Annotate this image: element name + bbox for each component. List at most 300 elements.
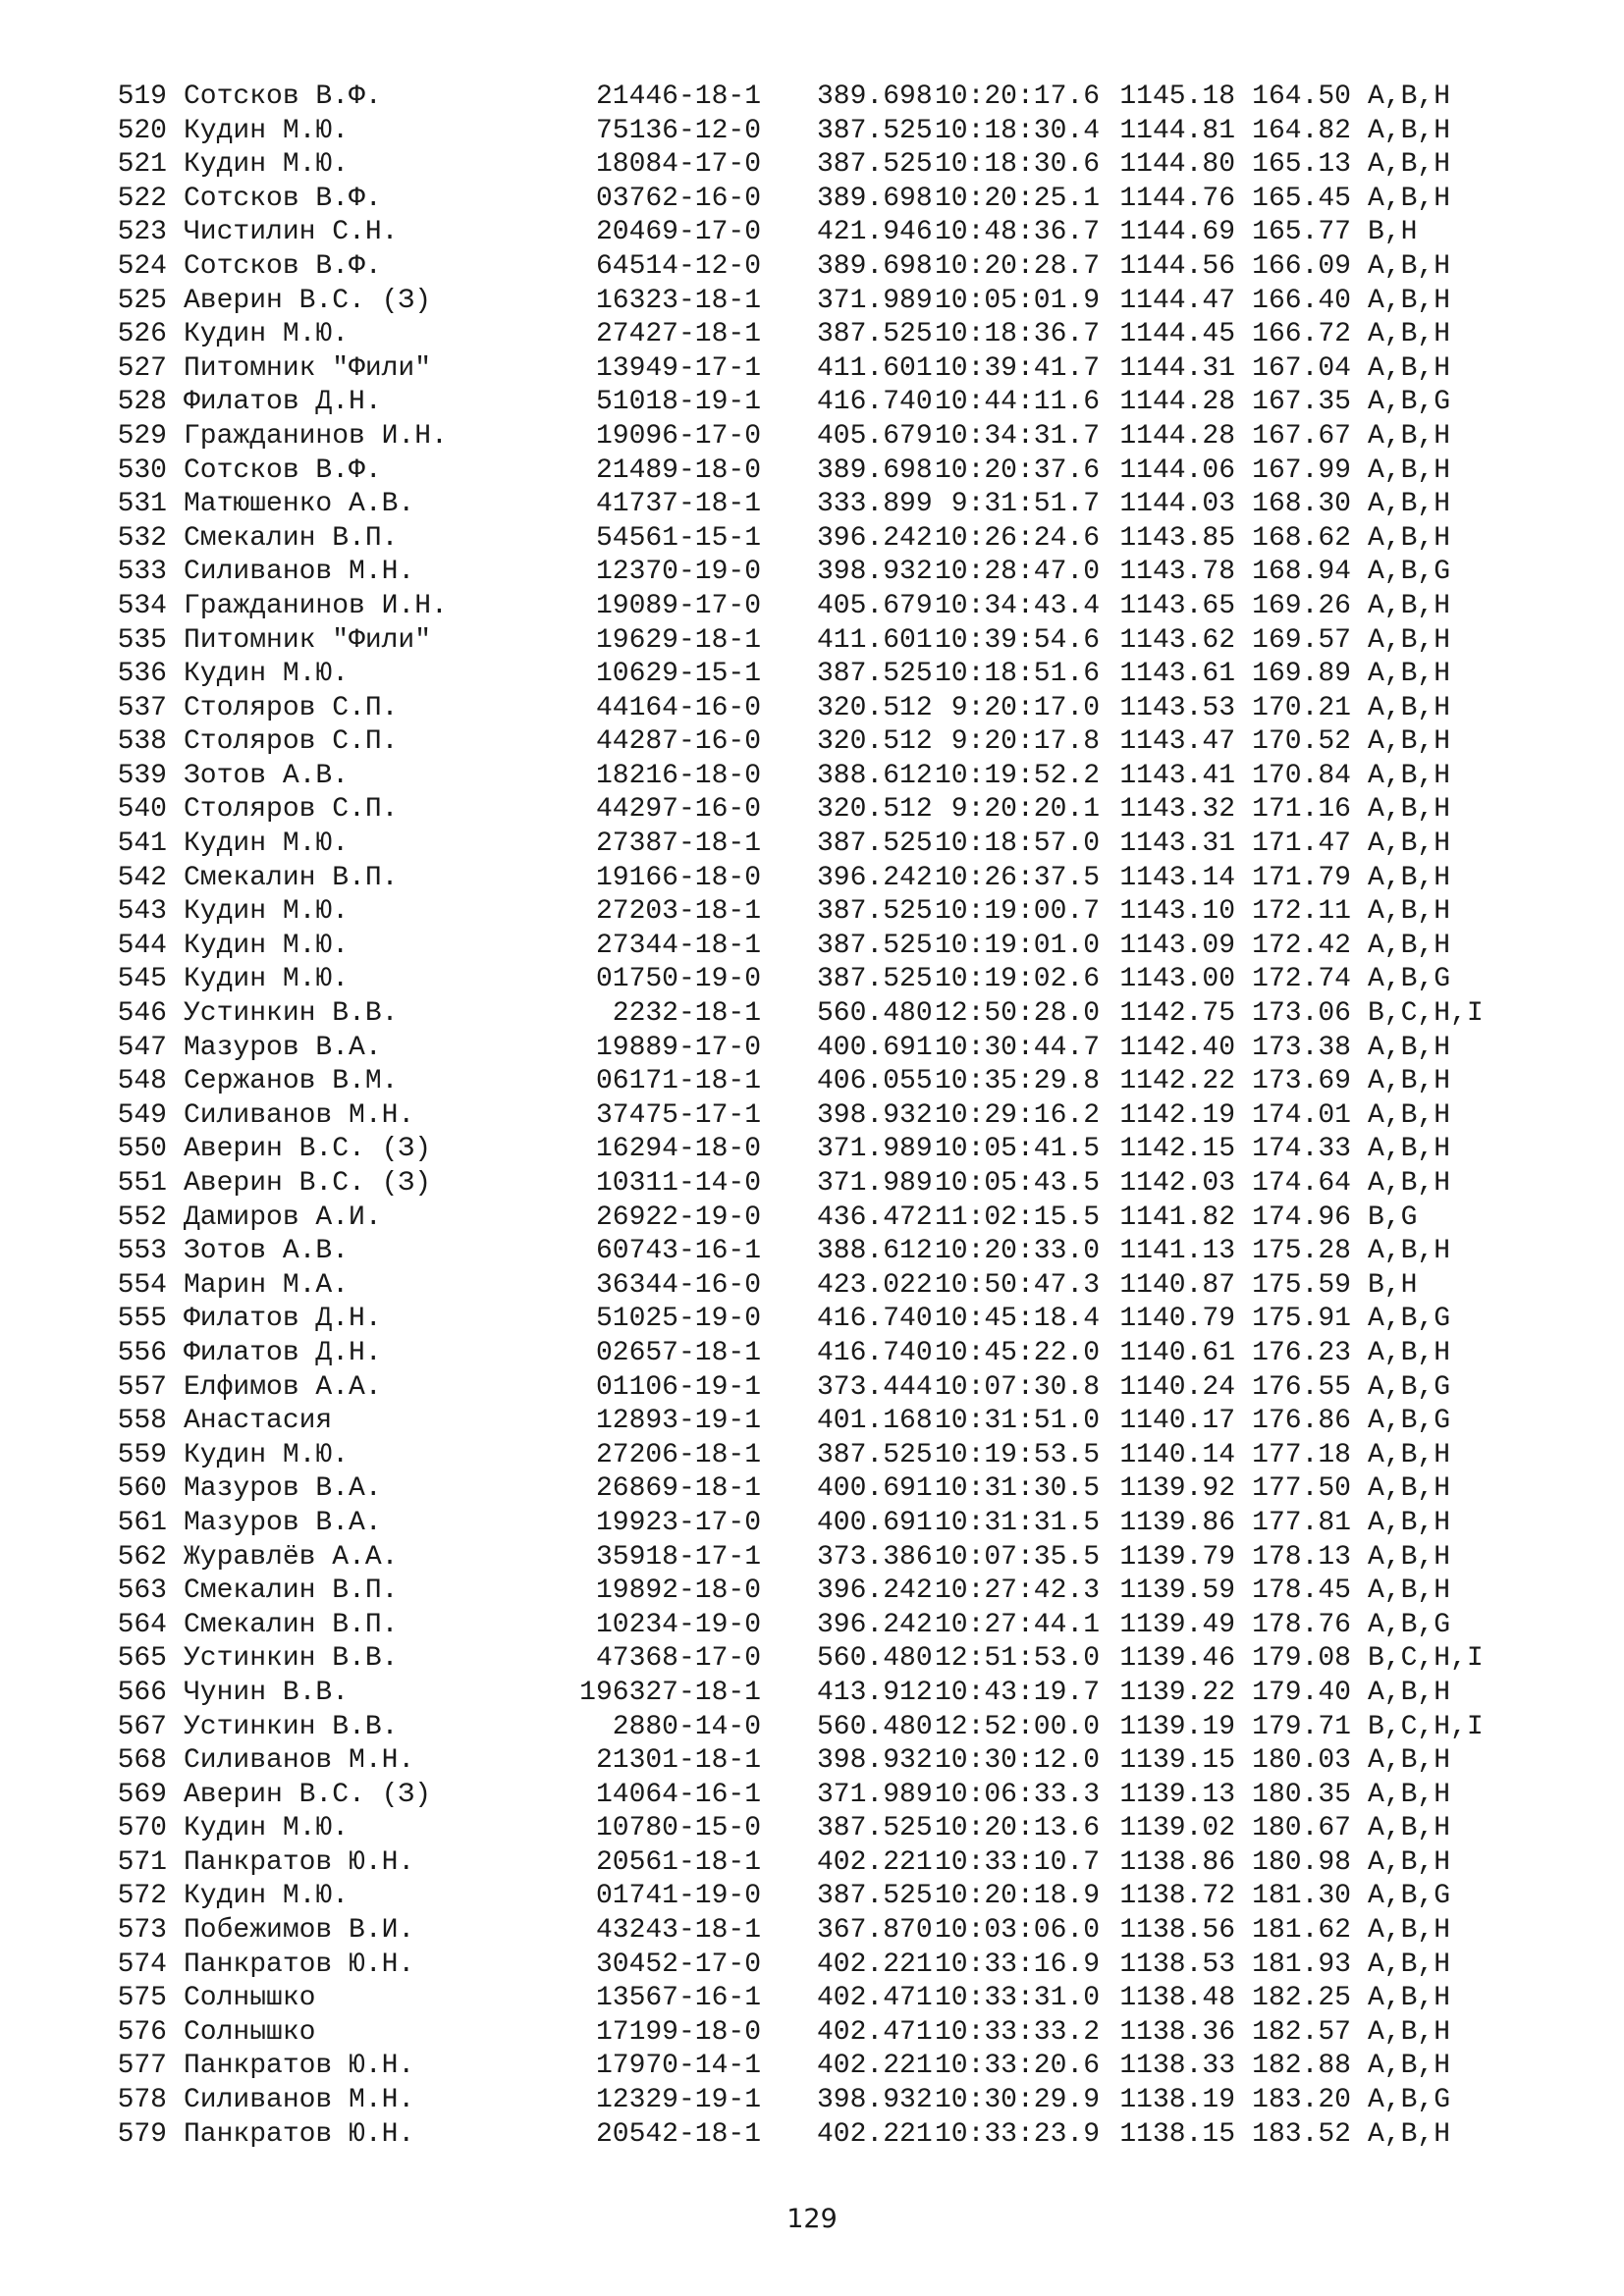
classes-cell: A,B,H	[1368, 1168, 1451, 1199]
position-cell: 540	[117, 794, 167, 826]
name-cell: Кудин М.Ю.	[184, 319, 350, 350]
speed-cell: 1138.36	[1119, 2016, 1235, 2048]
distance-cell: 416.740	[817, 1304, 933, 1335]
name-cell: Аверин В.С. (З)	[184, 1168, 432, 1199]
classes-cell: A,B,H	[1368, 1541, 1451, 1573]
arrival-time-cell: 10:20:25.1	[934, 183, 1100, 214]
speed-cell: 1139.86	[1119, 1507, 1235, 1538]
table-row	[117, 386, 1484, 420]
distance-cell: 402.221	[817, 2118, 933, 2150]
classes-cell: A,B,G	[1368, 1304, 1451, 1335]
ring-number-cell: 10234-19-0	[595, 1609, 761, 1640]
ring-number-cell: 03762-16-0	[595, 183, 761, 214]
position-cell: 554	[117, 1269, 167, 1301]
classes-cell: A,B,H	[1368, 1983, 1451, 2014]
arrival-time-cell: 10:18:30.6	[934, 149, 1100, 181]
points-cell: 171.16	[1252, 794, 1351, 826]
name-cell: Солнышко	[184, 2016, 316, 2048]
points-cell: 181.30	[1252, 1881, 1351, 1912]
distance-cell: 402.471	[817, 2016, 933, 2048]
position-cell: 549	[117, 1099, 167, 1131]
points-cell: 176.55	[1252, 1371, 1351, 1403]
ring-number-cell: 18216-18-0	[595, 760, 761, 791]
table-row	[117, 1167, 1484, 1201]
position-cell: 563	[117, 1575, 167, 1607]
name-cell: Кудин М.Ю.	[184, 659, 350, 690]
name-cell: Кудин М.Ю.	[184, 964, 350, 995]
table-row	[117, 285, 1484, 319]
classes-cell: A,B,H	[1368, 1745, 1451, 1777]
ring-number-cell: 20561-18-1	[595, 1846, 761, 1878]
table-row	[117, 1235, 1484, 1269]
points-cell: 170.21	[1252, 692, 1351, 723]
points-cell: 168.94	[1252, 557, 1351, 588]
classes-cell: A,B,H	[1368, 1439, 1451, 1470]
name-cell: Панкратов Ю.Н.	[184, 1949, 415, 1980]
speed-cell: 1139.22	[1119, 1677, 1235, 1708]
classes-cell: A,B,H	[1368, 930, 1451, 961]
table-row	[117, 963, 1484, 997]
table-row	[117, 590, 1484, 624]
name-cell: Аверин В.С. (З)	[184, 1134, 432, 1165]
name-cell: Кудин М.Ю.	[184, 896, 350, 928]
ring-number-cell: 10629-15-1	[595, 659, 761, 690]
points-cell: 172.42	[1252, 930, 1351, 961]
distance-cell: 421.946	[817, 217, 933, 248]
classes-cell: A,B,H	[1368, 862, 1451, 893]
name-cell: Журавлёв А.А.	[184, 1541, 399, 1573]
name-cell: Аверин В.С. (З)	[184, 1779, 432, 1810]
table-row	[117, 1812, 1484, 1846]
classes-cell: A,B,H	[1368, 590, 1451, 621]
distance-cell: 371.989	[817, 285, 933, 316]
distance-cell: 333.899	[817, 489, 933, 520]
ring-number-cell: 19923-17-0	[595, 1507, 761, 1538]
ring-number-cell: 19629-18-1	[595, 624, 761, 656]
ring-number-cell: 12329-19-1	[595, 2085, 761, 2116]
classes-cell: B,G	[1368, 1201, 1418, 1233]
name-cell: Сотсков В.Ф.	[184, 454, 382, 486]
points-cell: 180.03	[1252, 1745, 1351, 1777]
classes-cell: A,B,H	[1368, 420, 1451, 452]
position-cell: 543	[117, 896, 167, 928]
name-cell: Столяров С.П.	[184, 726, 399, 758]
speed-cell: 1145.18	[1119, 81, 1235, 112]
distance-cell: 387.525	[817, 828, 933, 860]
classes-cell: A,B,H	[1368, 1779, 1451, 1810]
distance-cell: 387.525	[817, 149, 933, 181]
points-cell: 179.40	[1252, 1677, 1351, 1708]
arrival-time-cell: 10:03:06.0	[934, 1915, 1100, 1947]
table-row	[117, 828, 1484, 862]
arrival-time-cell: 10:26:37.5	[934, 862, 1100, 893]
name-cell: Филатов Д.Н.	[184, 1304, 382, 1335]
table-row	[117, 1269, 1484, 1304]
name-cell: Смекалин В.П.	[184, 522, 399, 554]
classes-cell: A,B,H	[1368, 794, 1451, 826]
distance-cell: 389.698	[817, 183, 933, 214]
ring-number-cell: 19096-17-0	[595, 420, 761, 452]
arrival-time-cell: 10:18:30.4	[934, 115, 1100, 146]
classes-cell: A,B,H	[1368, 1236, 1451, 1267]
table-row	[117, 420, 1484, 454]
ring-number-cell: 44297-16-0	[595, 794, 761, 826]
name-cell: Кудин М.Ю.	[184, 1439, 350, 1470]
position-cell: 559	[117, 1439, 167, 1470]
ring-number-cell: 64514-12-0	[595, 250, 761, 282]
name-cell: Дамиров А.И.	[184, 1201, 382, 1233]
distance-cell: 436.472	[817, 1201, 933, 1233]
results-table	[117, 80, 1484, 2152]
distance-cell: 402.221	[817, 1949, 933, 1980]
position-cell: 546	[117, 998, 167, 1030]
speed-cell: 1138.15	[1119, 2118, 1235, 2150]
speed-cell: 1138.56	[1119, 1915, 1235, 1947]
ring-number-cell: 18084-17-0	[595, 149, 761, 181]
distance-cell: 396.242	[817, 522, 933, 554]
classes-cell: A,B,H	[1368, 115, 1451, 146]
points-cell: 179.08	[1252, 1643, 1351, 1675]
distance-cell: 387.525	[817, 1881, 933, 1912]
points-cell: 176.86	[1252, 1406, 1351, 1437]
name-cell: Солнышко	[184, 1983, 316, 2014]
speed-cell: 1142.03	[1119, 1168, 1235, 1199]
position-cell: 551	[117, 1168, 167, 1199]
arrival-time-cell: 10:48:36.7	[934, 217, 1100, 248]
speed-cell: 1141.13	[1119, 1236, 1235, 1267]
arrival-time-cell: 10:45:18.4	[934, 1304, 1100, 1335]
speed-cell: 1144.56	[1119, 250, 1235, 282]
ring-number-cell: 21446-18-1	[595, 81, 761, 112]
speed-cell: 1143.85	[1119, 522, 1235, 554]
arrival-time-cell: 10:29:16.2	[934, 1099, 1100, 1131]
classes-cell: A,B,H	[1368, 1813, 1451, 1844]
points-cell: 170.84	[1252, 760, 1351, 791]
position-cell: 552	[117, 1201, 167, 1233]
table-row	[117, 1439, 1484, 1473]
classes-cell: B,C,H,I	[1368, 1711, 1484, 1742]
position-cell: 571	[117, 1846, 167, 1878]
classes-cell: A,B,H	[1368, 1575, 1451, 1607]
classes-cell: A,B,H	[1368, 250, 1451, 282]
position-cell: 570	[117, 1813, 167, 1844]
name-cell: Силиванов М.Н.	[184, 1099, 415, 1131]
table-row	[117, 183, 1484, 217]
table-row	[117, 148, 1484, 183]
arrival-time-cell: 10:19:52.2	[934, 760, 1100, 791]
points-cell: 173.06	[1252, 998, 1351, 1030]
points-cell: 180.98	[1252, 1846, 1351, 1878]
distance-cell: 406.055	[817, 1066, 933, 1097]
arrival-time-cell: 10:28:47.0	[934, 557, 1100, 588]
table-row	[117, 1609, 1484, 1643]
ring-number-cell: 12893-19-1	[595, 1406, 761, 1437]
distance-cell: 373.386	[817, 1541, 933, 1573]
classes-cell: A,B,H	[1368, 2016, 1451, 2048]
speed-cell: 1143.47	[1119, 726, 1235, 758]
name-cell: Чистилин С.Н.	[184, 217, 399, 248]
distance-cell: 320.512	[817, 692, 933, 723]
points-cell: 167.04	[1252, 352, 1351, 384]
table-row	[117, 1337, 1484, 1371]
speed-cell: 1144.06	[1119, 454, 1235, 486]
name-cell: Мазуров В.А.	[184, 1032, 382, 1063]
table-row	[117, 658, 1484, 692]
position-cell: 530	[117, 454, 167, 486]
name-cell: Устинкин В.В.	[184, 1643, 399, 1675]
position-cell: 569	[117, 1779, 167, 1810]
position-cell: 558	[117, 1406, 167, 1437]
table-row	[117, 115, 1484, 149]
points-cell: 174.64	[1252, 1168, 1351, 1199]
position-cell: 528	[117, 387, 167, 418]
arrival-time-cell: 10:31:30.5	[934, 1473, 1100, 1505]
name-cell: Зотов А.В.	[184, 760, 350, 791]
points-cell: 171.47	[1252, 828, 1351, 860]
speed-cell: 1143.41	[1119, 760, 1235, 791]
table-row	[117, 80, 1484, 115]
speed-cell: 1140.87	[1119, 1269, 1235, 1301]
position-cell: 534	[117, 590, 167, 621]
arrival-time-cell: 10:05:41.5	[934, 1134, 1100, 1165]
distance-cell: 411.601	[817, 352, 933, 384]
name-cell: Марин М.А.	[184, 1269, 350, 1301]
arrival-time-cell: 10:27:42.3	[934, 1575, 1100, 1607]
points-cell: 165.13	[1252, 149, 1351, 181]
arrival-time-cell: 10:33:20.6	[934, 2051, 1100, 2082]
name-cell: Зотов А.В.	[184, 1236, 350, 1267]
name-cell: Столяров С.П.	[184, 794, 399, 826]
classes-cell: A,B,G	[1368, 387, 1451, 418]
ring-number-cell: 14064-16-1	[595, 1779, 761, 1810]
name-cell: Силиванов М.Н.	[184, 1745, 415, 1777]
speed-cell: 1138.48	[1119, 1983, 1235, 2014]
speed-cell: 1139.92	[1119, 1473, 1235, 1505]
distance-cell: 389.698	[817, 454, 933, 486]
table-row	[117, 1779, 1484, 1813]
table-row	[117, 454, 1484, 489]
arrival-time-cell: 10:43:19.7	[934, 1677, 1100, 1708]
classes-cell: A,B,H	[1368, 760, 1451, 791]
table-row	[117, 862, 1484, 896]
table-row	[117, 1541, 1484, 1575]
position-cell: 547	[117, 1032, 167, 1063]
classes-cell: A,B,G	[1368, 1406, 1451, 1437]
arrival-time-cell: 10:20:28.7	[934, 250, 1100, 282]
name-cell: Аверин В.С. (З)	[184, 285, 432, 316]
ring-number-cell: 37475-17-1	[595, 1099, 761, 1131]
table-row	[117, 725, 1484, 760]
position-cell: 557	[117, 1371, 167, 1403]
distance-cell: 416.740	[817, 387, 933, 418]
position-cell: 544	[117, 930, 167, 961]
table-row	[117, 895, 1484, 930]
arrival-time-cell: 9:20:17.8	[950, 726, 1100, 758]
name-cell: Кудин М.Ю.	[184, 930, 350, 961]
table-row	[117, 930, 1484, 964]
distance-cell: 402.221	[817, 1846, 933, 1878]
name-cell: Сотсков В.Ф.	[184, 250, 382, 282]
points-cell: 174.33	[1252, 1134, 1351, 1165]
points-cell: 169.57	[1252, 624, 1351, 656]
arrival-time-cell: 10:20:33.0	[934, 1236, 1100, 1267]
table-row	[117, 216, 1484, 250]
distance-cell: 371.989	[817, 1168, 933, 1199]
ring-number-cell: 47368-17-0	[595, 1643, 761, 1675]
points-cell: 167.67	[1252, 420, 1351, 452]
speed-cell: 1143.09	[1119, 930, 1235, 961]
position-cell: 524	[117, 250, 167, 282]
points-cell: 180.67	[1252, 1813, 1351, 1844]
classes-cell: A,B,H	[1368, 2051, 1451, 2082]
speed-cell: 1139.49	[1119, 1609, 1235, 1640]
ring-number-cell: 19892-18-0	[595, 1575, 761, 1607]
position-cell: 533	[117, 557, 167, 588]
points-cell: 182.88	[1252, 2051, 1351, 2082]
ring-number-cell: 19089-17-0	[595, 590, 761, 621]
ring-number-cell: 43243-18-1	[595, 1915, 761, 1947]
arrival-time-cell: 10:30:44.7	[934, 1032, 1100, 1063]
distance-cell: 387.525	[817, 319, 933, 350]
distance-cell: 387.525	[817, 930, 933, 961]
classes-cell: A,B,G	[1368, 964, 1451, 995]
speed-cell: 1144.47	[1119, 285, 1235, 316]
name-cell: Смекалин В.П.	[184, 862, 399, 893]
arrival-time-cell: 11:02:15.5	[934, 1201, 1100, 1233]
classes-cell: A,B,H	[1368, 1134, 1451, 1165]
distance-cell: 402.221	[817, 2051, 933, 2082]
classes-cell: A,B,H	[1368, 692, 1451, 723]
table-row	[117, 352, 1484, 387]
position-cell: 575	[117, 1983, 167, 2014]
arrival-time-cell: 10:31:31.5	[934, 1507, 1100, 1538]
position-cell: 572	[117, 1881, 167, 1912]
position-cell: 562	[117, 1541, 167, 1573]
ring-number-cell: 51025-19-0	[595, 1304, 761, 1335]
speed-cell: 1141.82	[1119, 1201, 1235, 1233]
points-cell: 179.71	[1252, 1711, 1351, 1742]
name-cell: Силиванов М.Н.	[184, 557, 415, 588]
speed-cell: 1139.15	[1119, 1745, 1235, 1777]
classes-cell: A,B,H	[1368, 726, 1451, 758]
speed-cell: 1139.02	[1119, 1813, 1235, 1844]
classes-cell: A,B,H	[1368, 1473, 1451, 1505]
position-cell: 555	[117, 1304, 167, 1335]
distance-cell: 405.679	[817, 590, 933, 621]
distance-cell: 396.242	[817, 1575, 933, 1607]
name-cell: Сотсков В.Ф.	[184, 81, 382, 112]
ring-number-cell: 75136-12-0	[595, 115, 761, 146]
arrival-time-cell: 10:33:16.9	[934, 1949, 1100, 1980]
table-row	[117, 1472, 1484, 1507]
position-cell: 550	[117, 1134, 167, 1165]
position-cell: 548	[117, 1066, 167, 1097]
name-cell: Устинкин В.В.	[184, 1711, 399, 1742]
position-cell: 553	[117, 1236, 167, 1267]
distance-cell: 371.989	[817, 1134, 933, 1165]
speed-cell: 1142.40	[1119, 1032, 1235, 1063]
position-cell: 526	[117, 319, 167, 350]
ring-number-cell: 26922-19-0	[595, 1201, 761, 1233]
arrival-time-cell: 10:34:31.7	[934, 420, 1100, 452]
position-cell: 529	[117, 420, 167, 452]
classes-cell: A,B,H	[1368, 624, 1451, 656]
table-row	[117, 1507, 1484, 1541]
classes-cell: A,B,H	[1368, 489, 1451, 520]
table-row	[117, 1405, 1484, 1439]
name-cell: Чунин В.В.	[184, 1677, 350, 1708]
distance-cell: 400.691	[817, 1507, 933, 1538]
classes-cell: A,B,H	[1368, 81, 1451, 112]
points-cell: 169.89	[1252, 659, 1351, 690]
distance-cell: 423.022	[817, 1269, 933, 1301]
table-row	[117, 2050, 1484, 2084]
points-cell: 178.45	[1252, 1575, 1351, 1607]
points-cell: 180.35	[1252, 1779, 1351, 1810]
table-row	[117, 1065, 1484, 1099]
points-cell: 165.77	[1252, 217, 1351, 248]
arrival-time-cell: 10:07:30.8	[934, 1371, 1100, 1403]
points-cell: 175.59	[1252, 1269, 1351, 1301]
speed-cell: 1144.45	[1119, 319, 1235, 350]
ring-number-cell: 196327-18-1	[579, 1677, 761, 1708]
table-row	[117, 692, 1484, 726]
ring-number-cell: 13949-17-1	[595, 352, 761, 384]
arrival-time-cell: 10:34:43.4	[934, 590, 1100, 621]
speed-cell: 1143.14	[1119, 862, 1235, 893]
points-cell: 176.23	[1252, 1337, 1351, 1368]
ring-number-cell: 17199-18-0	[595, 2016, 761, 2048]
position-cell: 532	[117, 522, 167, 554]
arrival-time-cell: 10:50:47.3	[934, 1269, 1100, 1301]
table-row	[117, 760, 1484, 794]
classes-cell: A,B,H	[1368, 1032, 1451, 1063]
speed-cell: 1140.24	[1119, 1371, 1235, 1403]
classes-cell: B,H	[1368, 1269, 1418, 1301]
name-cell: Мазуров В.А.	[184, 1507, 382, 1538]
arrival-time-cell: 10:18:51.6	[934, 659, 1100, 690]
speed-cell: 1143.32	[1119, 794, 1235, 826]
position-cell: 522	[117, 183, 167, 214]
speed-cell: 1139.13	[1119, 1779, 1235, 1810]
arrival-time-cell: 10:33:23.9	[934, 2118, 1100, 2150]
name-cell: Кудин М.Ю.	[184, 1881, 350, 1912]
distance-cell: 398.932	[817, 2085, 933, 2116]
classes-cell: A,B,H	[1368, 1099, 1451, 1131]
table-row	[117, 1575, 1484, 1609]
classes-cell: A,B,G	[1368, 2085, 1451, 2116]
position-cell: 541	[117, 828, 167, 860]
ring-number-cell: 10311-14-0	[595, 1168, 761, 1199]
points-cell: 174.96	[1252, 1201, 1351, 1233]
points-cell: 181.62	[1252, 1915, 1351, 1947]
arrival-time-cell: 10:27:44.1	[934, 1609, 1100, 1640]
ring-number-cell: 60743-16-1	[595, 1236, 761, 1267]
table-row	[117, 2084, 1484, 2118]
distance-cell: 398.932	[817, 557, 933, 588]
speed-cell: 1140.61	[1119, 1337, 1235, 1368]
table-row	[117, 1711, 1484, 1745]
name-cell: Матюшенко А.В.	[184, 489, 415, 520]
classes-cell: A,B,H	[1368, 1846, 1451, 1878]
arrival-time-cell: 10:33:10.7	[934, 1846, 1100, 1878]
points-cell: 175.91	[1252, 1304, 1351, 1335]
arrival-time-cell: 10:33:31.0	[934, 1983, 1100, 2014]
distance-cell: 402.471	[817, 1983, 933, 2014]
points-cell: 172.74	[1252, 964, 1351, 995]
table-row	[117, 318, 1484, 352]
distance-cell: 398.932	[817, 1099, 933, 1131]
